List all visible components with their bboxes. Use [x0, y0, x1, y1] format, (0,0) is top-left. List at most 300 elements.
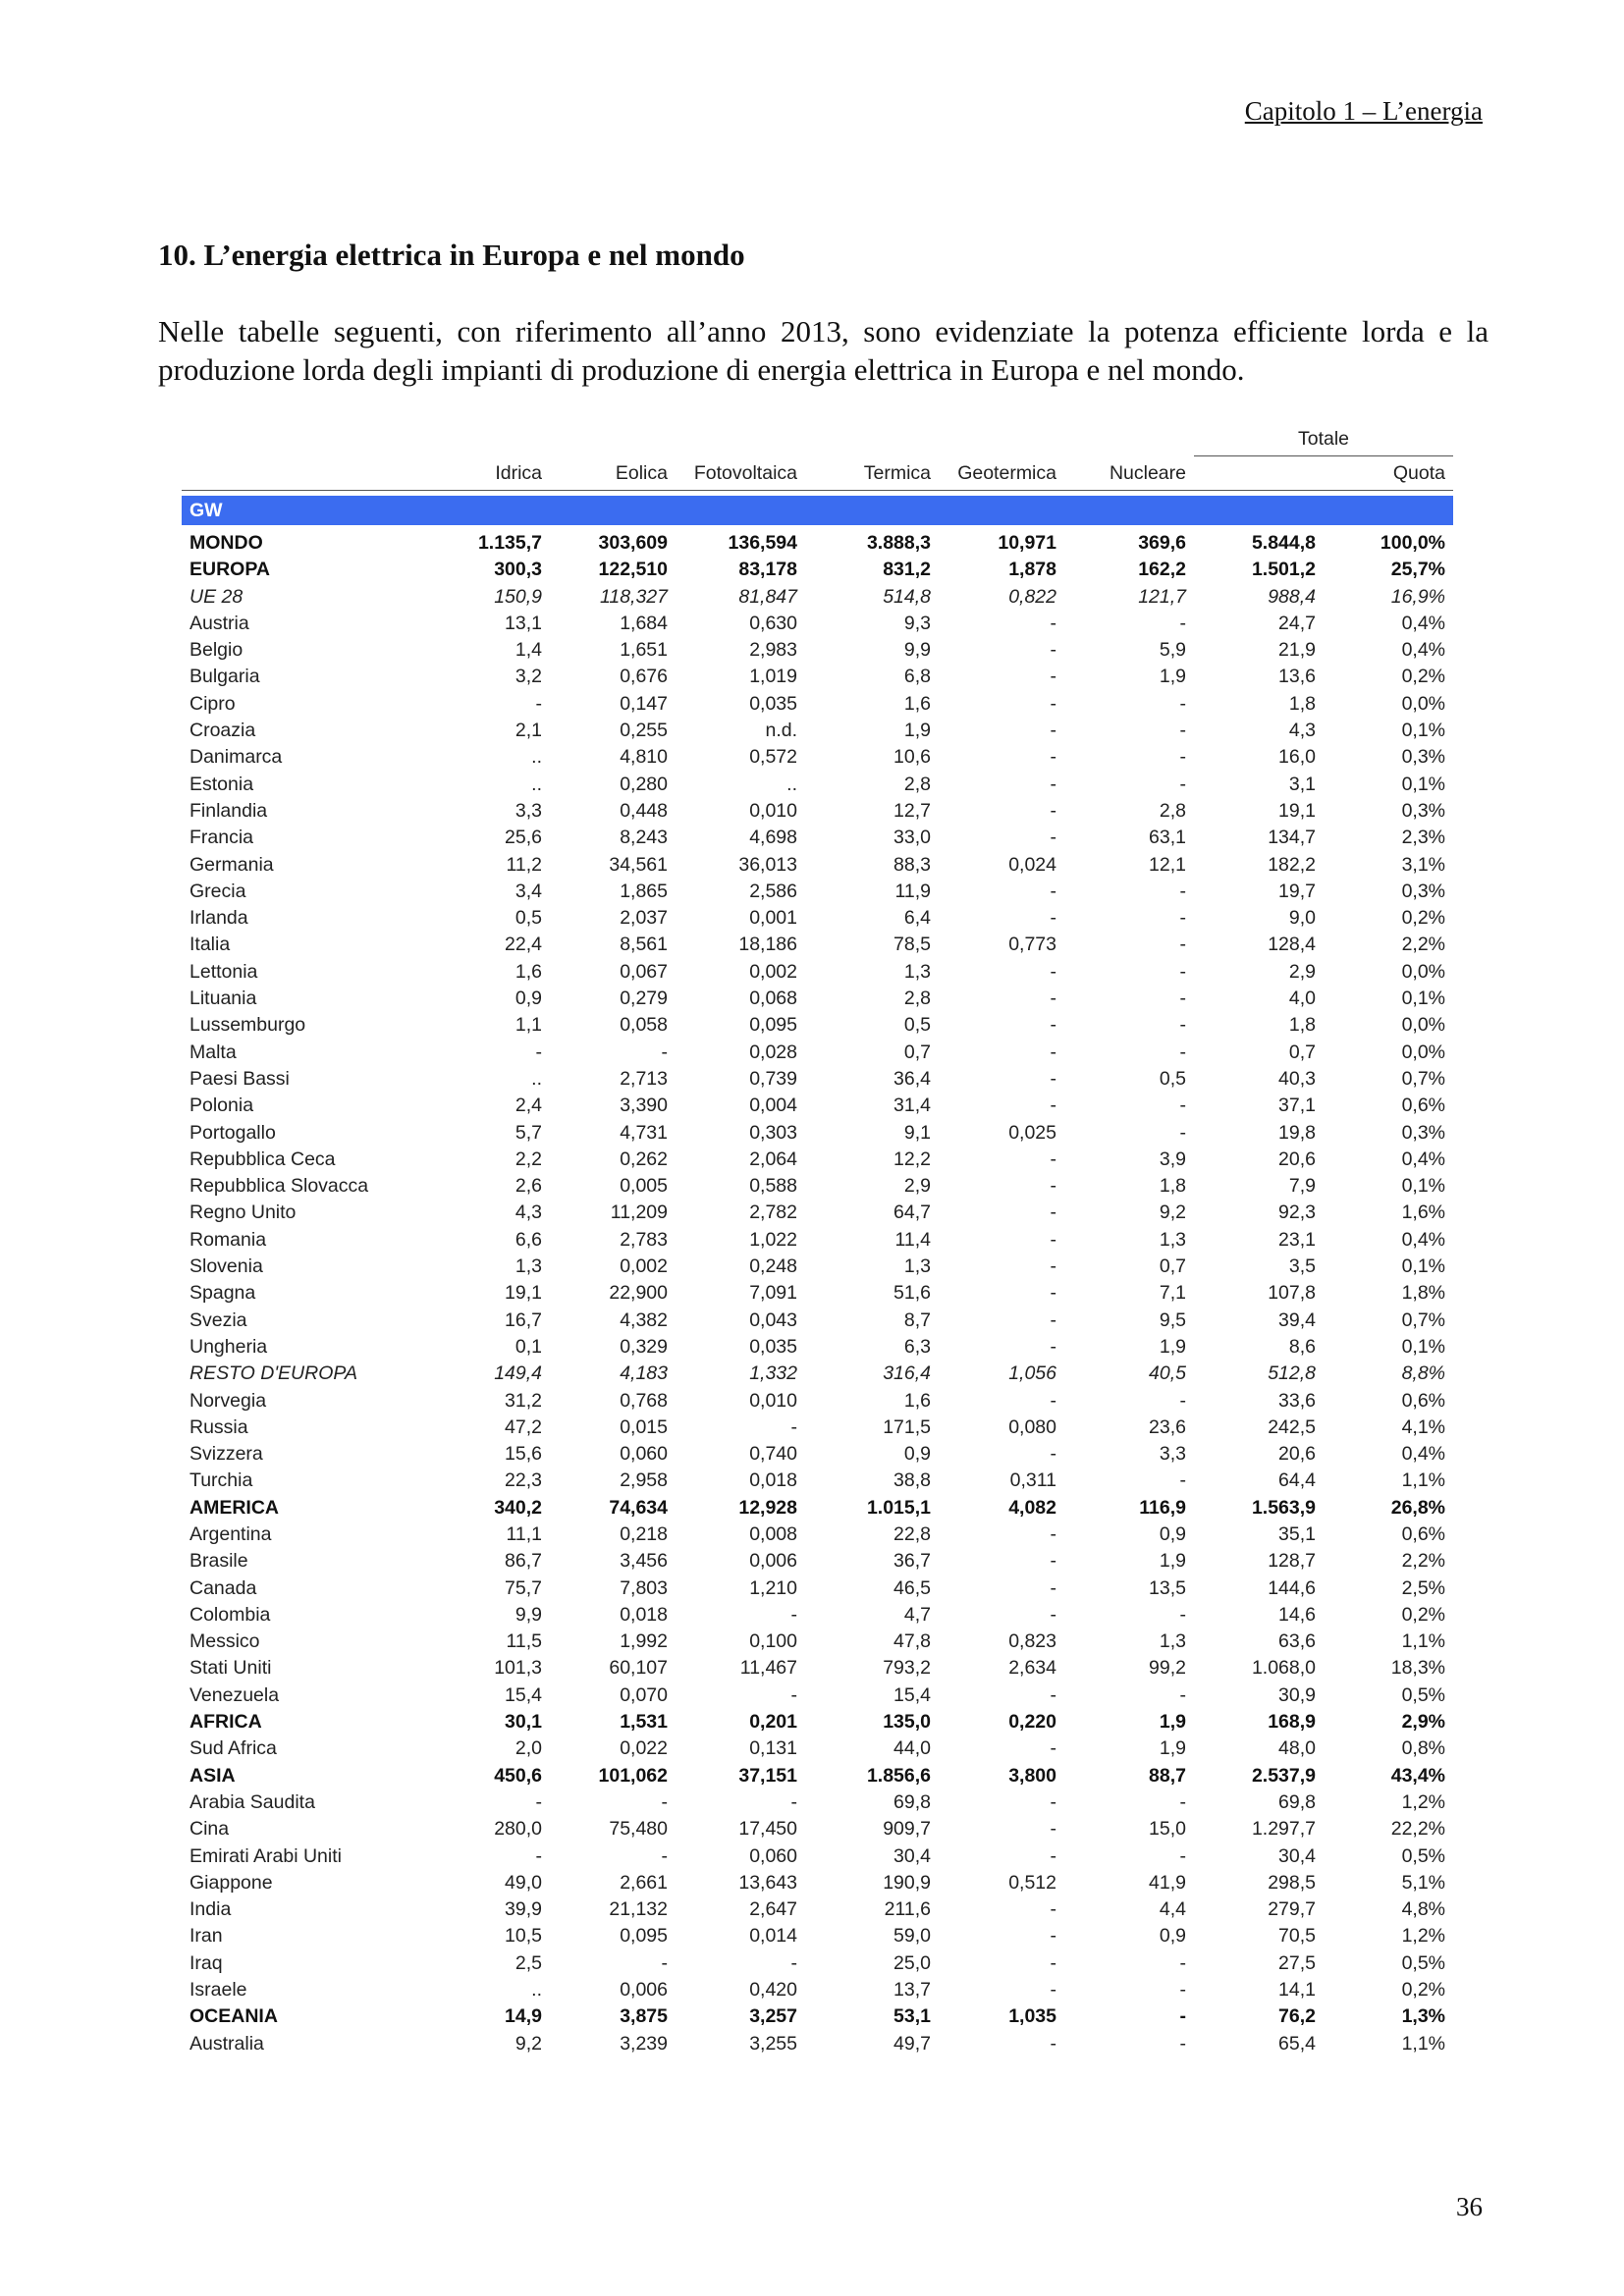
table-cell: 0,279: [620, 988, 668, 1010]
table-cell: 0,5%: [1401, 1951, 1446, 1974]
row-label: Venezuela: [189, 1683, 280, 1706]
table-cell: 1,210: [749, 1576, 797, 1599]
table-row: [182, 584, 1453, 611]
table-cell: 2.537,9: [1251, 1764, 1316, 1787]
table-cell: -: [1050, 1818, 1056, 1841]
row-label: Australia: [189, 2032, 264, 2055]
table-cell: 1,2%: [1401, 1925, 1446, 1948]
table-row: [182, 1200, 1453, 1226]
table-cell: 74,634: [609, 1496, 668, 1519]
table-cell: 0,2%: [1401, 1603, 1446, 1626]
table-cell: 5,7: [514, 1121, 542, 1144]
table-cell: 1,1%: [1401, 1469, 1446, 1492]
table-cell: 44,0: [893, 1737, 931, 1760]
table-cell: 0,2%: [1401, 666, 1446, 688]
table-cell: 0,067: [620, 960, 668, 983]
table-cell: 0,2%: [1401, 907, 1446, 930]
section-title: 10. L’energia elettrica in Europa e nel mondo: [158, 238, 745, 272]
table-row: [182, 1522, 1453, 1548]
column-header-row: [182, 456, 1453, 491]
table-cell: 8,561: [620, 934, 668, 956]
table-cell: -: [1050, 907, 1056, 930]
table-cell: 31,4: [893, 1095, 931, 1117]
table-row: [182, 637, 1453, 664]
table-cell: 150,9: [494, 585, 542, 608]
table-cell: 0,0%: [1401, 692, 1446, 715]
table-cell: 1,8%: [1401, 1282, 1446, 1305]
table-cell: 0,068: [749, 988, 797, 1010]
table-cell: -: [1050, 1683, 1056, 1706]
table-cell: 0,740: [749, 1443, 797, 1466]
table-cell: 0,1%: [1401, 1255, 1446, 1278]
table-cell: 0,280: [620, 773, 668, 795]
table-cell: 369,6: [1138, 532, 1186, 554]
table-cell: 0,768: [620, 1389, 668, 1412]
table-row: [182, 1361, 1453, 1387]
table-cell: 63,1: [1149, 827, 1186, 849]
table-cell: 10,971: [998, 532, 1056, 554]
table-cell: 0,572: [749, 746, 797, 769]
table-cell: 122,510: [598, 559, 668, 581]
table-row: [182, 1575, 1453, 1602]
table-cell: 0,080: [1008, 1415, 1056, 1438]
table-cell: 0,4%: [1401, 612, 1446, 634]
row-label: Messico: [189, 1630, 260, 1653]
table-cell: 1,035: [1008, 2005, 1056, 2028]
row-label: Francia: [189, 827, 254, 849]
table-cell: 31,2: [505, 1389, 542, 1412]
row-label: Sud Africa: [189, 1737, 277, 1760]
row-label: MONDO: [189, 532, 263, 554]
table-cell: 2,9%: [1401, 1711, 1446, 1734]
table-cell: 11,2: [506, 853, 542, 876]
row-label: Cipro: [189, 692, 236, 715]
table-cell: 0,024: [1008, 853, 1056, 876]
table-cell: -: [1050, 1041, 1056, 1063]
table-cell: 86,7: [505, 1550, 542, 1573]
table-cell: 0,008: [749, 1522, 797, 1545]
row-label: Slovenia: [189, 1255, 263, 1278]
row-label: Lettonia: [189, 960, 258, 983]
table-cell: 9,9: [514, 1603, 542, 1626]
table-cell: 0,131: [749, 1737, 797, 1760]
table-cell: 49,0: [505, 1871, 542, 1894]
table-cell: 0,823: [1008, 1630, 1056, 1653]
table-cell: 19,1: [505, 1282, 542, 1305]
table-cell: -: [1050, 1148, 1056, 1170]
table-cell: 0,7: [903, 1041, 931, 1063]
table-cell: 1,6: [903, 692, 931, 715]
table-cell: 0,9: [903, 1443, 931, 1466]
row-label: Norvegia: [189, 1389, 267, 1412]
table-cell: 10,5: [505, 1925, 542, 1948]
table-cell: -: [1179, 907, 1186, 930]
table-cell: 0,015: [620, 1415, 668, 1438]
table-cell: 13,1: [505, 612, 542, 634]
row-label: Brasile: [189, 1550, 248, 1573]
table-cell: 14,6: [1278, 1603, 1316, 1626]
table-cell: -: [1179, 880, 1186, 902]
table-cell: 2,634: [1008, 1657, 1056, 1680]
table-cell: 4,0: [1288, 988, 1316, 1010]
table-cell: 0,004: [749, 1095, 797, 1117]
table-cell: -: [1179, 2005, 1186, 2028]
table-cell: 26,8%: [1390, 1496, 1446, 1519]
table-cell: 25,6: [505, 827, 542, 849]
table-cell: 78,5: [893, 934, 931, 956]
table-cell: 4,3: [1288, 720, 1316, 742]
table-cell: 15,4: [893, 1683, 931, 1706]
table-cell: 2,5: [514, 1951, 542, 1974]
table-cell: 19,7: [1278, 880, 1316, 902]
table-cell: 23,6: [1149, 1415, 1186, 1438]
table-cell: 1,022: [749, 1228, 797, 1251]
table-cell: 51,6: [893, 1282, 931, 1305]
table-cell: 34,561: [609, 853, 668, 876]
table-cell: 1,3: [903, 1255, 931, 1278]
table-cell: 1.297,7: [1251, 1818, 1316, 1841]
table-cell: 121,7: [1138, 585, 1186, 608]
table-cell: -: [1179, 720, 1186, 742]
table-cell: 5,1%: [1401, 1871, 1446, 1894]
table-cell: 3,390: [620, 1095, 668, 1117]
table-cell: 8,8%: [1401, 1362, 1446, 1385]
table-cell: 3,9: [1159, 1148, 1186, 1170]
table-cell: 134,7: [1268, 827, 1316, 849]
row-label: India: [189, 1898, 232, 1921]
row-label: Malta: [189, 1041, 237, 1063]
row-label: Bulgaria: [189, 666, 260, 688]
table-cell: 1,3: [514, 1255, 542, 1278]
table-cell: -: [1050, 880, 1056, 902]
table-cell: -: [1050, 960, 1056, 983]
table-row: [182, 1682, 1453, 1709]
table-cell: 0,3%: [1401, 880, 1446, 902]
table-cell: 0,6%: [1401, 1095, 1446, 1117]
table-cell: 0,1%: [1401, 1175, 1446, 1198]
table-cell: 1,6: [903, 1389, 931, 1412]
table-cell: -: [1179, 960, 1186, 983]
table-row: [182, 1173, 1453, 1200]
table-cell: 11,9: [894, 880, 931, 902]
table-cell: 1,651: [620, 639, 668, 662]
capacity-table: [182, 422, 1453, 2057]
table-cell: 88,7: [1149, 1764, 1186, 1787]
table-cell: 63,6: [1278, 1630, 1316, 1653]
table-cell: 136,594: [728, 532, 797, 554]
table-cell: 1,332: [749, 1362, 797, 1385]
table-cell: 18,186: [738, 934, 797, 956]
table-cell: 99,2: [1149, 1657, 1186, 1680]
table-cell: 450,6: [494, 1764, 542, 1787]
table-cell: 0,5%: [1401, 1844, 1446, 1867]
table-cell: 36,4: [893, 1067, 931, 1090]
table-row: [182, 1735, 1453, 1762]
page-number: 36: [1456, 2192, 1483, 2221]
table-row: [182, 1816, 1453, 1842]
table-cell: 76,2: [1278, 2005, 1316, 2028]
table-cell: 0,7: [1288, 1041, 1316, 1063]
table-row: [182, 1254, 1453, 1280]
row-label: Belgio: [189, 639, 244, 662]
table-cell: 0,0%: [1401, 960, 1446, 983]
table-cell: 0,6%: [1401, 1389, 1446, 1412]
table-cell: 0,010: [749, 799, 797, 822]
table-cell: 13,5: [1149, 1576, 1186, 1599]
table-cell: 18,3%: [1390, 1657, 1446, 1680]
row-label: Irlanda: [189, 907, 248, 930]
table-cell: 37,1: [1278, 1095, 1316, 1117]
table-cell: 5,9: [1159, 639, 1186, 662]
table-cell: 0,262: [620, 1148, 668, 1170]
table-cell: -: [790, 1415, 797, 1438]
table-cell: 0,218: [620, 1522, 668, 1545]
row-label: Turchia: [189, 1469, 253, 1492]
table-cell: 2,647: [749, 1898, 797, 1921]
table-cell: -: [1050, 1844, 1056, 1867]
table-cell: 0,248: [749, 1255, 797, 1278]
table-row: [182, 1280, 1453, 1307]
table-cell: -: [1050, 1014, 1056, 1037]
table-cell: 12,1: [1149, 853, 1186, 876]
table-cell: 4,7: [903, 1603, 931, 1626]
table-row: [182, 1066, 1453, 1093]
table-cell: 40,3: [1278, 1067, 1316, 1090]
table-cell: 33,6: [1278, 1389, 1316, 1412]
table-cell: ..: [531, 1067, 542, 1090]
table-cell: 75,480: [609, 1818, 668, 1841]
table-cell: 512,8: [1268, 1362, 1316, 1385]
table-cell: -: [1050, 612, 1056, 634]
table-row: [182, 798, 1453, 825]
table-cell: 15,0: [1149, 1818, 1186, 1841]
table-cell: -: [1050, 1228, 1056, 1251]
table-cell: 5.844,8: [1251, 532, 1316, 554]
table-cell: 0,043: [749, 1308, 797, 1331]
table-cell: 2,4: [514, 1095, 542, 1117]
table-cell: -: [1179, 692, 1186, 715]
table-cell: 2,8: [903, 988, 931, 1010]
table-cell: 1,6: [514, 960, 542, 983]
row-label: Iraq: [189, 1951, 223, 1974]
table-cell: 12,7: [893, 799, 931, 822]
table-cell: 7,091: [749, 1282, 797, 1305]
table-cell: -: [1179, 612, 1186, 634]
table-cell: 3,1: [1288, 773, 1316, 795]
table-cell: -: [1050, 2032, 1056, 2055]
table-cell: 1,3: [1159, 1630, 1186, 1653]
table-row: [182, 2003, 1453, 2030]
table-cell: 4,382: [620, 1308, 668, 1331]
table-cell: 8,7: [903, 1308, 931, 1331]
table-cell: 6,4: [903, 907, 931, 930]
table-cell: 15,6: [505, 1443, 542, 1466]
table-cell: 2,983: [749, 639, 797, 662]
row-label: Cina: [189, 1818, 230, 1841]
table-cell: 1,9: [1159, 666, 1186, 688]
table-cell: 13,6: [1278, 666, 1316, 688]
table-cell: 16,7: [505, 1308, 542, 1331]
table-cell: 2,3%: [1401, 827, 1446, 849]
table-cell: 2,037: [620, 907, 668, 930]
row-label: OCEANIA: [189, 2005, 278, 2028]
table-cell: 12,928: [738, 1496, 797, 1519]
table-cell: 6,6: [514, 1228, 542, 1251]
table-cell: 9,2: [514, 2032, 542, 2055]
table-cell: -: [1179, 1469, 1186, 1492]
table-cell: 10,6: [893, 746, 931, 769]
table-cell: 171,5: [883, 1415, 931, 1438]
row-label: EUROPA: [189, 559, 270, 581]
table-row: [182, 691, 1453, 718]
table-cell: 0,6%: [1401, 1522, 1446, 1545]
table-row: [182, 1227, 1453, 1254]
table-cell: 12,2: [893, 1148, 931, 1170]
table-cell: 49,7: [893, 2032, 931, 2055]
table-cell: 1,992: [620, 1630, 668, 1653]
table-cell: 9,9: [903, 639, 931, 662]
table-row: [182, 744, 1453, 771]
table-cell: 2,6: [514, 1175, 542, 1198]
table-cell: 8,6: [1288, 1335, 1316, 1358]
row-label: Israele: [189, 1979, 247, 2002]
table-row: [182, 986, 1453, 1012]
table-cell: -: [1050, 773, 1056, 795]
table-cell: 14,9: [505, 2005, 542, 2028]
table-cell: 128,4: [1268, 934, 1316, 956]
table-cell: 1,1: [514, 1014, 542, 1037]
table-cell: 1,3: [1159, 1228, 1186, 1251]
table-cell: -: [661, 1041, 668, 1063]
table-cell: 39,4: [1278, 1308, 1316, 1331]
table-cell: -: [535, 692, 542, 715]
row-label: Regno Unito: [189, 1201, 297, 1224]
table-cell: 3,800: [1008, 1764, 1056, 1787]
table-cell: 4,1%: [1401, 1415, 1446, 1438]
table-cell: 3,2: [514, 666, 542, 688]
table-cell: 0,018: [749, 1469, 797, 1492]
chapter-header: [1245, 96, 1483, 127]
table-cell: 14,1: [1278, 1979, 1316, 2002]
table-row: [182, 530, 1453, 557]
table-cell: 340,2: [494, 1496, 542, 1519]
table-cell: -: [1050, 1282, 1056, 1305]
table-cell: -: [1050, 827, 1056, 849]
table-cell: 3,255: [749, 2032, 797, 2055]
table-row: [182, 1655, 1453, 1682]
table-cell: 30,4: [893, 1844, 931, 1867]
table-cell: 27,5: [1278, 1951, 1316, 1974]
table-cell: 33,0: [893, 827, 931, 849]
table-cell: 0,2%: [1401, 1979, 1446, 2002]
table-cell: 0,303: [749, 1121, 797, 1144]
table-cell: 0,014: [749, 1925, 797, 1948]
table-cell: -: [1050, 799, 1056, 822]
table-cell: 40,5: [1149, 1362, 1186, 1385]
row-label: Canada: [189, 1576, 257, 1599]
table-cell: 37,151: [738, 1764, 797, 1787]
table-cell: 0,8%: [1401, 1737, 1446, 1760]
table-cell: -: [1050, 1201, 1056, 1224]
table-cell: 3,239: [620, 2032, 668, 2055]
table-row: [182, 1120, 1453, 1147]
table-row: [182, 1388, 1453, 1415]
table-cell: 2,2%: [1401, 934, 1446, 956]
row-label: UE 28: [189, 585, 244, 608]
table-cell: 48,0: [1278, 1737, 1316, 1760]
row-label: Austria: [189, 612, 249, 634]
table-cell: 1.135,7: [477, 532, 542, 554]
table-cell: 0,311: [1009, 1469, 1056, 1492]
table-cell: 46,5: [893, 1576, 931, 1599]
table-cell: -: [1050, 1603, 1056, 1626]
table-row: [182, 1040, 1453, 1066]
table-cell: -: [1179, 1844, 1186, 1867]
column-header-quota: Quota: [1392, 462, 1446, 484]
table-cell: 116,9: [1139, 1496, 1186, 1519]
column-header-totale-value: [1194, 456, 1324, 491]
table-row: [182, 611, 1453, 637]
table-cell: -: [1050, 666, 1056, 688]
table-cell: 0,9: [1159, 1925, 1186, 1948]
table-cell: -: [790, 1683, 797, 1706]
table-cell: 1,531: [620, 1711, 668, 1734]
table-cell: 0,001: [749, 907, 797, 930]
table-cell: 2,782: [749, 1201, 797, 1224]
table-cell: 25,7%: [1390, 559, 1446, 581]
table-cell: 0,1%: [1401, 720, 1446, 742]
table-cell: 3,3: [514, 799, 542, 822]
table-cell: 0,035: [749, 1335, 797, 1358]
table-cell: -: [1050, 988, 1056, 1010]
table-cell: 0,822: [1008, 585, 1056, 608]
table-row: [182, 1012, 1453, 1039]
table-cell: 1,9: [903, 720, 931, 742]
table-cell: 3,875: [620, 2005, 668, 2028]
table-cell: -: [661, 1844, 668, 1867]
unit-label: GW: [182, 496, 432, 525]
table-cell: 128,7: [1268, 1550, 1316, 1573]
table-cell: 3,1%: [1401, 853, 1446, 876]
table-cell: 2,9: [903, 1175, 931, 1198]
table-cell: 21,132: [609, 1898, 668, 1921]
table-cell: 0,058: [620, 1014, 668, 1037]
table-cell: 298,5: [1268, 1871, 1316, 1894]
table-cell: 0,7: [1159, 1255, 1186, 1278]
table-cell: 1,6%: [1401, 1201, 1446, 1224]
table-cell: 11,1: [506, 1522, 542, 1545]
table-cell: 19,8: [1278, 1121, 1316, 1144]
table-cell: 3,456: [620, 1550, 668, 1573]
table-cell: 1.563,9: [1251, 1496, 1316, 1519]
table-cell: 13,7: [893, 1979, 931, 2002]
table-cell: 0,9: [514, 988, 542, 1010]
table-cell: 0,147: [620, 692, 668, 715]
table-cell: 4,183: [620, 1362, 668, 1385]
table-cell: 70,5: [1278, 1925, 1316, 1948]
table-cell: -: [1050, 1979, 1056, 2002]
table-cell: -: [1050, 1335, 1056, 1358]
table-cell: 0,512: [1008, 1871, 1056, 1894]
table-cell: 0,060: [620, 1443, 668, 1466]
table-cell: 1,056: [1008, 1362, 1056, 1385]
table-cell: 1,9: [1159, 1335, 1186, 1358]
row-label: Repubblica Ceca: [189, 1148, 336, 1170]
table-cell: 2,958: [620, 1469, 668, 1492]
table-cell: 1,2%: [1401, 1790, 1446, 1813]
table-cell: 38,8: [893, 1469, 931, 1492]
table-row: [182, 1548, 1453, 1575]
